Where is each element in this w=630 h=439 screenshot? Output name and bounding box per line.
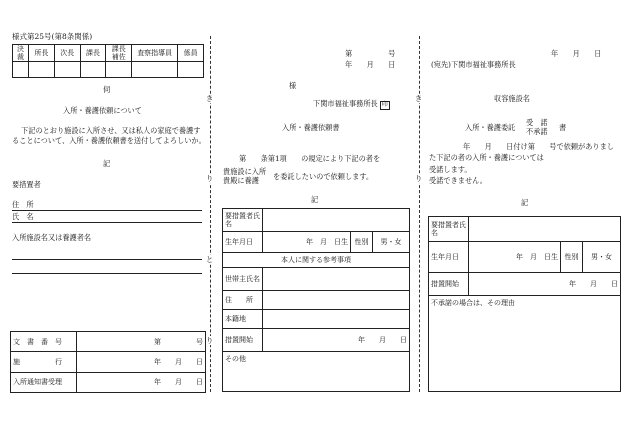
- approval-cell[interactable]: [178, 62, 204, 78]
- left-bottom-table: [10, 331, 206, 393]
- reply-options: [526, 118, 548, 137]
- option-facility: 貴施設に入所: [223, 167, 267, 176]
- other-cell[interactable]: [223, 352, 410, 392]
- doc-number-value[interactable]: 第 号: [77, 332, 206, 352]
- left-title: 入所・養護依頼について: [63, 106, 142, 115]
- reason-cell[interactable]: [429, 296, 621, 392]
- left-ki: 記: [103, 159, 111, 168]
- enforcement-date[interactable]: 年 月 日: [77, 352, 206, 372]
- enforcement-label: 施 行: [11, 352, 77, 372]
- left-body: 下記のとおり施設に入所させ、又は私人の家庭で養護することについて、入所・養護依頼書を送付してよろしいか。: [12, 126, 206, 146]
- other-label: その他: [225, 355, 246, 363]
- cut-label: と: [206, 255, 214, 264]
- dob-label: 生年月日: [429, 242, 469, 273]
- option-home: 貴殿に養護: [223, 176, 259, 186]
- right-table: [428, 216, 621, 392]
- cut-label: り: [206, 174, 214, 183]
- reply-label: 入所・養護委託: [465, 123, 516, 132]
- guardian-value[interactable]: [263, 268, 410, 291]
- cut-label: き: [415, 94, 423, 103]
- address-label: 住 所: [12, 200, 34, 209]
- sender-name: 下関市福祉事務所長: [313, 99, 378, 108]
- subject-name-label: 要措置者氏名: [429, 217, 469, 242]
- cut-label: り: [415, 174, 423, 183]
- doc-number-label: 文 書 番 号: [11, 332, 77, 352]
- domicile-label: 本籍地: [223, 310, 263, 329]
- facility-name-label: 収容施設名: [494, 94, 530, 103]
- notice-received-date[interactable]: 年 月 日: [77, 372, 206, 392]
- approval-header: 所長: [29, 45, 55, 62]
- sex-value[interactable]: 男・女: [583, 242, 621, 273]
- reason-label: 不承諾の場合は、その理由: [431, 299, 515, 307]
- accept-line: 受諾します。: [429, 165, 472, 174]
- middle-sender: [313, 100, 390, 110]
- reject-option: 不承諾: [526, 127, 548, 137]
- cut-line-right: [419, 36, 420, 392]
- dob-label: 生年月日: [223, 232, 263, 253]
- name-label: 氏 名: [12, 212, 34, 221]
- approval-cell[interactable]: [106, 62, 132, 78]
- right-body: 年 月 日付け第 号で依頼がありました下記の者の入所・養護については: [429, 142, 614, 162]
- middle-sama: 様: [289, 81, 297, 90]
- approval-cell[interactable]: [54, 62, 80, 78]
- guardian-label: 世帯主氏名: [223, 268, 263, 291]
- cut-label: き: [206, 94, 214, 103]
- decision-label: 決裁: [13, 45, 29, 62]
- approval-cell[interactable]: [13, 62, 29, 78]
- addressee: (宛先)下関市福祉事務所長: [431, 60, 516, 69]
- cut-label: り: [206, 336, 214, 345]
- subject-name-label: 要措置者氏名: [223, 209, 263, 232]
- approval-header: 査察指導員: [132, 45, 178, 62]
- accept-option: 受 諾: [526, 118, 548, 127]
- ukagai-heading: 伺: [103, 85, 111, 94]
- approval-header: 課長補佐: [106, 45, 132, 62]
- approval-cell[interactable]: [132, 62, 178, 78]
- right-date: 年 月 日: [551, 49, 602, 58]
- start-label: 措置開始: [429, 273, 469, 296]
- sex-value[interactable]: 男・女: [373, 232, 410, 253]
- approval-table: [12, 44, 204, 78]
- subject-label: 要措置者: [12, 180, 41, 189]
- start-value[interactable]: 年 月 日: [469, 273, 621, 296]
- approval-header: 係員: [178, 45, 204, 62]
- approval-header: 課長: [80, 45, 106, 62]
- middle-ki: 記: [311, 195, 319, 204]
- start-value[interactable]: 年 月 日: [263, 329, 410, 352]
- sex-label: 性別: [351, 232, 373, 253]
- middle-doc-number: 第 号: [345, 49, 396, 58]
- middle-date: 年 月 日: [345, 60, 396, 69]
- reject-line: 受諾できません。: [429, 176, 487, 185]
- sho-label: 書: [559, 123, 567, 132]
- domicile-value[interactable]: [263, 310, 410, 329]
- approval-cell[interactable]: [80, 62, 106, 78]
- notice-received-label: 入所通知書受理: [11, 372, 77, 392]
- middle-table: [222, 208, 410, 392]
- middle-title: 入所・養護依頼書: [282, 123, 340, 132]
- form-label: 様式第25号(第8条関係): [12, 32, 93, 41]
- approval-cell[interactable]: [29, 62, 55, 78]
- address-label: 住 所: [223, 291, 263, 310]
- start-label: 措置開始: [223, 329, 263, 352]
- right-ki: 記: [521, 198, 529, 207]
- reference-title: 本人に関する参考事項: [223, 253, 410, 268]
- sex-label: 性別: [561, 242, 583, 273]
- seal-mark: 印: [381, 101, 388, 108]
- option-tail: を委託したいので依頼します。: [273, 172, 374, 181]
- dob-value[interactable]: 年 月 日生: [469, 242, 561, 273]
- subject-name-value[interactable]: [469, 217, 621, 242]
- facility-label: 入所施設名又は養護者名: [12, 233, 92, 242]
- option-stack: [223, 167, 266, 186]
- dob-value[interactable]: 年 月 日生: [263, 232, 351, 253]
- approval-header: 次長: [54, 45, 80, 62]
- subject-name-value[interactable]: [263, 209, 410, 232]
- law-line: 第 条第1項 の規定により下記の者を: [239, 154, 381, 163]
- address-value[interactable]: [263, 291, 410, 310]
